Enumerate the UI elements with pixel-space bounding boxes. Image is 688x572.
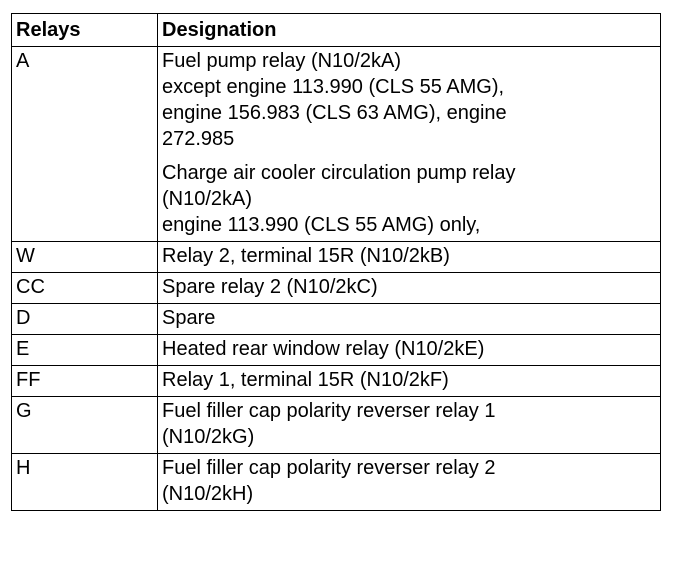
designation-line: (N10/2kH) [162, 483, 254, 505]
relay-designation [158, 335, 661, 366]
table-row [12, 304, 661, 335]
table-row [12, 454, 661, 511]
table-row [12, 366, 661, 397]
table-row [12, 242, 661, 273]
designation-line: Relay 1, terminal 15R (N10/2kF) [162, 369, 449, 391]
table-row [12, 47, 661, 242]
header-relays: Relays [12, 14, 158, 47]
designation-line: Heated rear window relay (N10/2kE) [162, 338, 485, 360]
table-row [12, 273, 661, 304]
designation-line: 272.985 [162, 128, 235, 150]
relay-code: A [12, 47, 158, 242]
relay-code: CC [12, 273, 158, 304]
relay-code: W [12, 242, 158, 273]
table-row [12, 397, 661, 454]
designation-line: (N10/2kG) [162, 426, 255, 448]
relay-code: D [12, 304, 158, 335]
designation-line: Charge air cooler circulation pump relay [162, 162, 516, 184]
relay-designation [158, 454, 661, 511]
relay-code: G [12, 397, 158, 454]
designation-paragraph [162, 48, 656, 152]
designation-line: Spare relay 2 (N10/2kC) [162, 276, 378, 298]
relay-code: E [12, 335, 158, 366]
table-row [12, 335, 661, 366]
designation-line: engine 113.990 (CLS 55 AMG) only, [162, 214, 481, 236]
header-designation: Designation [158, 14, 661, 47]
designation-line: except engine 113.990 (CLS 55 AMG), [162, 76, 505, 98]
designation-paragraph [162, 160, 656, 238]
relay-designation [158, 366, 661, 397]
table-header-row [12, 14, 661, 47]
designation-line: Relay 2, terminal 15R (N10/2kB) [162, 245, 450, 267]
relay-designation [158, 273, 661, 304]
designation-line: Spare [162, 307, 216, 329]
designation-line: (N10/2kA) [162, 188, 253, 210]
designation-line: engine 156.983 (CLS 63 AMG), engine [162, 102, 507, 124]
relay-designation [158, 304, 661, 335]
designation-line: Fuel pump relay (N10/2kA) [162, 50, 401, 72]
relay-designation [158, 47, 661, 242]
relay-code: H [12, 454, 158, 511]
designation-line: Fuel filler cap polarity reverser relay 2 [162, 457, 496, 479]
relay-code: FF [12, 366, 158, 397]
relay-designation [158, 397, 661, 454]
relay-table [11, 13, 661, 511]
relay-designation [158, 242, 661, 273]
designation-line: Fuel filler cap polarity reverser relay 1 [162, 400, 496, 422]
